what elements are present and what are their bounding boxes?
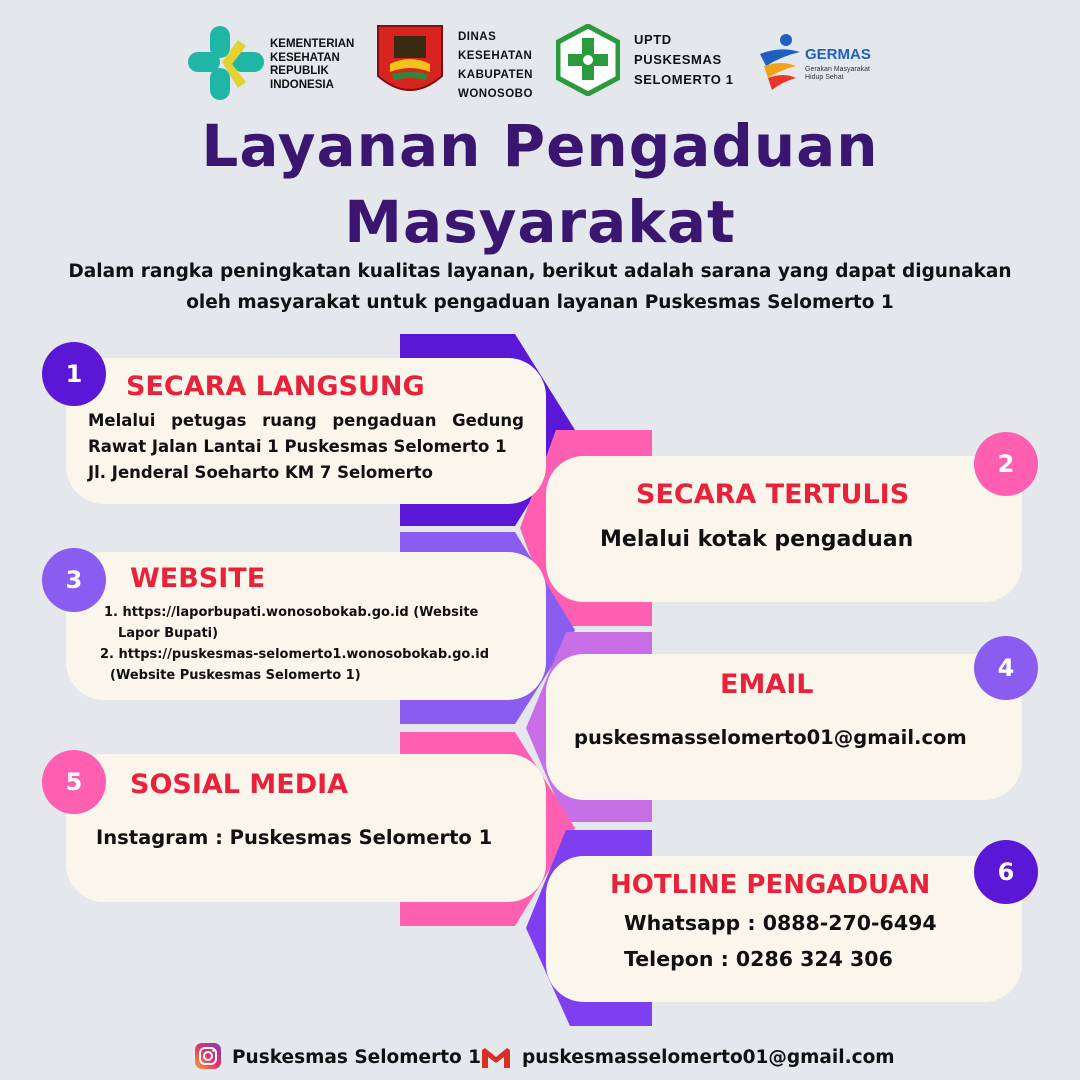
page-subtitle-line-1: Dalam rangka peningkatan kualitas layanan, berikut adalah sarana yang dapat digunakan — [68, 261, 1012, 282]
kemenkes-line: KEMENTERIAN — [270, 38, 355, 50]
wonosobo-crest-icon — [376, 24, 444, 100]
page-subtitle — [0, 256, 1080, 318]
item-3-line: Lapor Bupati) — [118, 626, 219, 641]
page-title — [0, 108, 1080, 260]
kemenkes-line: INDONESIA — [270, 78, 334, 91]
footer-instagram-text: Puskesmas Selomerto 1 — [232, 1047, 482, 1068]
item-5-line: Instagram : Puskesmas Selomerto 1 — [96, 826, 493, 849]
item-6-body — [624, 905, 937, 977]
gmail-icon — [480, 1046, 512, 1070]
item-3-line: 2. https://puskesmas-selomerto1.wonosobokab.go.id — [100, 647, 490, 662]
item-5-body — [96, 822, 492, 854]
instagram-icon — [194, 1042, 222, 1070]
item-4-line: puskesmasselomerto01@gmail.com — [574, 726, 967, 749]
item-1-line: Rawat Jalan Lantai 1 Puskesmas Selomerto 1 — [88, 437, 507, 456]
page-title-line-1: Layanan Pengaduan — [201, 112, 879, 180]
page-title-line-2: Masyarakat — [344, 188, 736, 256]
item-4-number: 4 — [974, 636, 1038, 700]
item-6-title: HOTLINE PENGADUAN — [610, 870, 931, 900]
kemenkes-logo-text — [270, 38, 354, 92]
item-3-line: 1. https://laporbupati.wonosobokab.go.id (Website — [104, 605, 479, 620]
uptd-line: PUSKESMAS — [634, 52, 722, 67]
kemenkes-line: KESEHATAN — [270, 51, 340, 64]
germas-logo-subtext: Gerakan Masyarakat Hidup Sehat — [805, 66, 870, 81]
item-1-line: Jl. Jenderal Soeharto KM 7 Selomerto — [88, 463, 433, 482]
kemenkes-line: REPUBLIK — [270, 65, 329, 77]
item-3-title: WEBSITE — [130, 563, 266, 594]
item-1-line: Melalui petugas ruang pengaduan Gedung — [88, 411, 524, 430]
dinas-line: WONOSOBO — [458, 88, 533, 100]
item-1-title: SECARA LANGSUNG — [126, 371, 425, 402]
germas-logo-text: GERMAS — [805, 46, 871, 63]
item-2-line: Melalui kotak pengaduan — [600, 527, 914, 552]
puskesmas-logo-icon — [556, 24, 620, 96]
germas-logo-icon — [756, 32, 804, 92]
item-2-number: 2 — [974, 432, 1038, 496]
item-4-title: EMAIL — [720, 669, 814, 700]
uptd-line: UPTD — [634, 32, 672, 47]
page-subtitle-line-2: oleh masyarakat untuk pengaduan layanan Puskesmas Selomerto 1 — [186, 292, 894, 313]
item-2-title: SECARA TERTULIS — [636, 479, 910, 510]
dinas-line: KESEHATAN — [458, 50, 533, 62]
dinas-line: DINAS — [458, 31, 497, 43]
item-6-line: Telepon : 0286 324 306 — [624, 947, 893, 971]
uptd-line: SELOMERTO 1 — [634, 72, 734, 87]
item-6-line: Whatsapp : 0888-270-6494 — [624, 911, 937, 935]
item-3-number: 3 — [42, 548, 106, 612]
item-1-body — [88, 408, 524, 486]
item-5-title: SOSIAL MEDIA — [130, 769, 349, 800]
uptd-logo-text — [634, 30, 734, 90]
item-3-line: (Website Puskesmas Selomerto 1) — [110, 668, 361, 683]
item-5-number: 5 — [42, 750, 106, 814]
item-1-number: 1 — [42, 342, 106, 406]
item-3-body — [98, 602, 538, 686]
item-2-body — [600, 524, 913, 556]
kemenkes-logo-icon — [188, 26, 268, 102]
item-4-body — [574, 722, 967, 754]
dinas-line: KABUPATEN — [458, 69, 533, 81]
footer-email-text: puskesmasselomerto01@gmail.com — [522, 1047, 895, 1068]
item-6-number: 6 — [974, 840, 1038, 904]
dinas-logo-text — [458, 28, 533, 104]
